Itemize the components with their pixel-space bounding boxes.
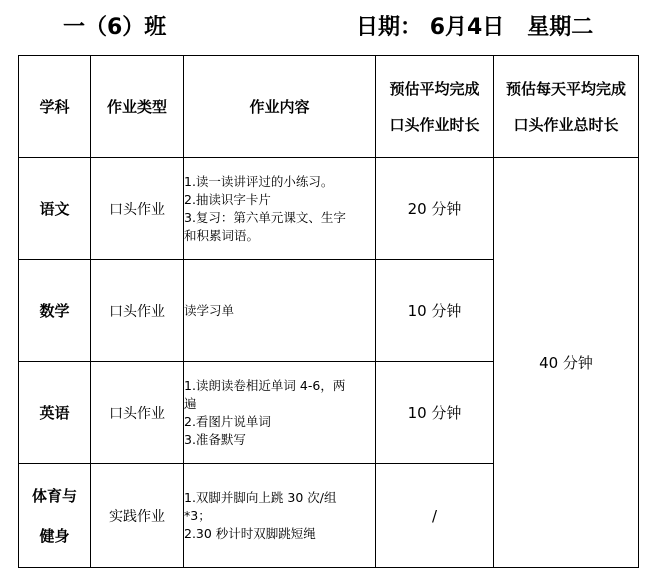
type-cell: 口头作业 <box>91 260 184 362</box>
weekday: 星期二 <box>527 15 594 40</box>
date-value: 6月4日 <box>429 15 505 40</box>
column-header-avg-time-line2: 口头作业时长 <box>389 115 480 134</box>
duration-cell: 10 分钟 <box>376 260 494 362</box>
date-line <box>356 10 593 41</box>
column-header-content: 作业内容 <box>184 56 376 158</box>
total-duration-cell: 40 分钟 <box>494 158 639 568</box>
duration-cell: / <box>376 464 494 568</box>
content-line: 读学习单 <box>184 302 235 318</box>
content-line: 2.抽读识字卡片 <box>184 191 271 207</box>
column-header-avg-time <box>376 56 494 158</box>
table-header-row <box>19 56 639 158</box>
content-cell <box>184 362 376 464</box>
content-line: 2.看图片说单词 <box>184 413 271 429</box>
subject-cell: 英语 <box>19 362 91 464</box>
duration-cell: 20 分钟 <box>376 158 494 260</box>
column-header-type: 作业类型 <box>91 56 184 158</box>
content-line: 3.准备默写 <box>184 431 246 447</box>
subject-line: 体育与 <box>31 486 77 505</box>
column-header-avg-time-line1: 预估平均完成 <box>389 79 480 98</box>
content-line: 1.读朗读卷相近单词 4-6，两 <box>184 377 346 393</box>
content-line: 遍 <box>184 395 197 411</box>
column-header-total-time-line1: 预估每天平均完成 <box>505 79 626 98</box>
column-header-total-time <box>494 56 639 158</box>
subject-cell <box>19 464 91 568</box>
content-line: *3； <box>184 507 211 523</box>
subject-cell: 数学 <box>19 260 91 362</box>
homework-table <box>18 55 639 568</box>
type-cell: 口头作业 <box>91 158 184 260</box>
page-header <box>0 0 653 52</box>
content-line: 2.30 秒计时双脚跳短绳 <box>184 525 316 541</box>
table-row <box>19 158 639 260</box>
type-cell: 实践作业 <box>91 464 184 568</box>
subject-cell: 语文 <box>19 158 91 260</box>
column-header-total-time-line2: 口头作业总时长 <box>513 115 619 134</box>
type-cell: 口头作业 <box>91 362 184 464</box>
column-header-subject: 学科 <box>19 56 91 158</box>
class-title: 一（6）班 <box>63 15 167 40</box>
date-label: 日期： <box>356 15 423 40</box>
content-cell <box>184 464 376 568</box>
content-line: 1.读一读讲评过的小练习。 <box>184 173 334 189</box>
subject-line: 健身 <box>39 526 70 545</box>
content-line: 和积累词语。 <box>184 227 260 243</box>
content-cell <box>184 260 376 362</box>
content-line: 1.双脚并脚向上跳 30 次/组 <box>184 489 337 505</box>
duration-cell: 10 分钟 <box>376 362 494 464</box>
content-line: 3.复习：第六单元课文、生字 <box>184 209 346 225</box>
content-cell <box>184 158 376 260</box>
